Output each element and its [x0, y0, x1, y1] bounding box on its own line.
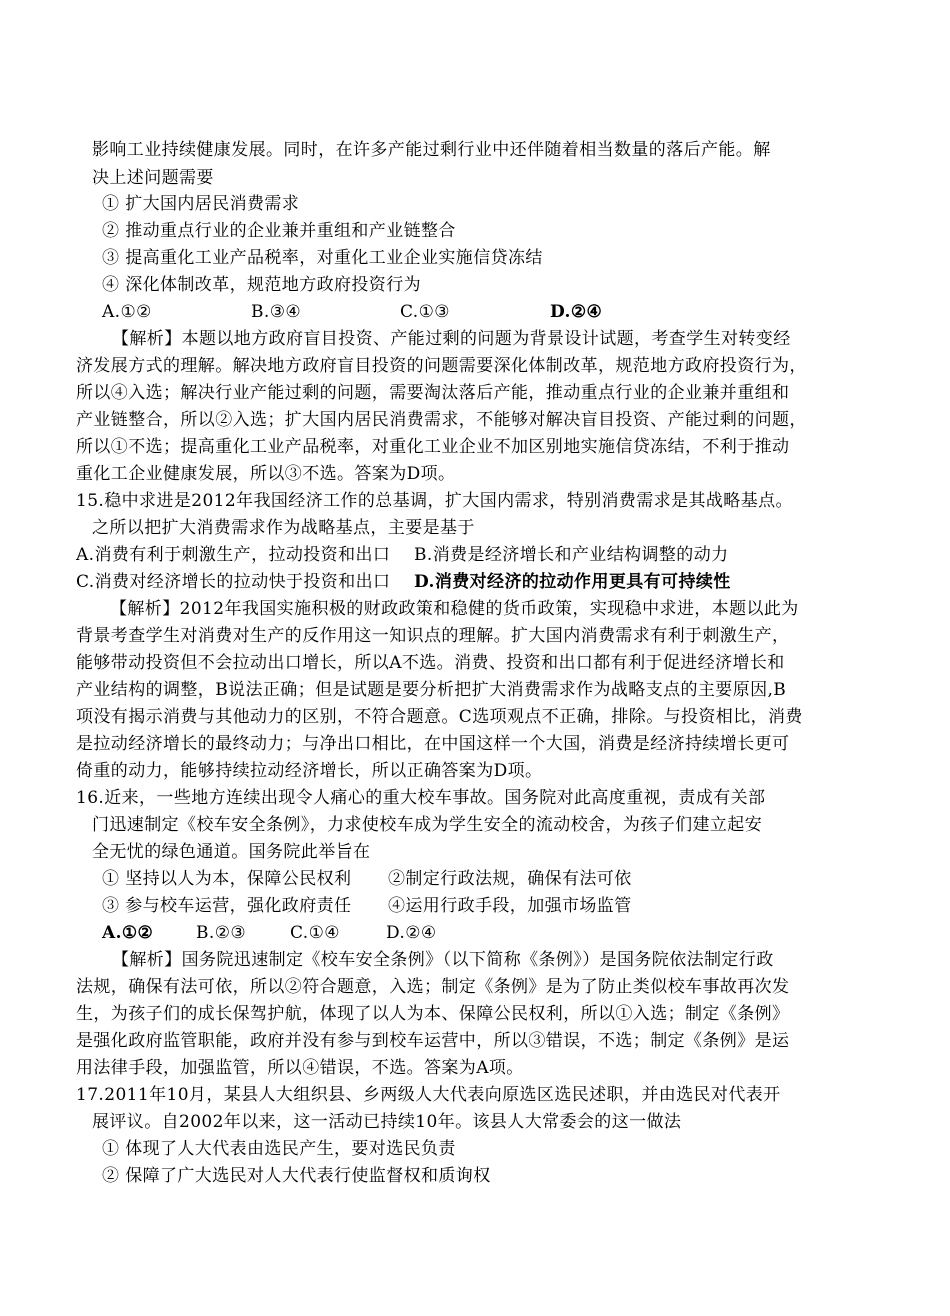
- q16-item: ① 坚持以人为本，保障公民权利: [102, 869, 352, 889]
- q14-analysis-line: 所以④入选；解决行业产能过剩的问题，需要淘汰落后产能，推动重点行业的企业兼并重组和: [76, 383, 790, 403]
- analysis-label: 【解析】: [110, 599, 180, 619]
- q16-analysis-line: 用法律手段，加强监管，所以④错误，不选。答案为A项。: [76, 1058, 524, 1078]
- q14-analysis-line: 产业链整合，所以②入选；扩大国内居民消费需求，不能够对解决盲目投资、产能过剩的问题，: [76, 410, 807, 430]
- q14-item: ① 扩大国内居民消费需求: [102, 194, 300, 214]
- q15-analysis-line: 项没有揭示消费与其他动力的区别，不符合题意。C选项观点不正确，排除。与投资相比，消费: [76, 707, 803, 727]
- q15-option-c: C.消费对经济增长的拉动快于投资和出口: [76, 572, 391, 592]
- q14-analysis-line: 重化工企业健康发展，所以③不选。答案为D项。: [76, 464, 456, 484]
- q17-item: ② 保障了广大选民对人大代表行使监督权和质询权: [102, 1166, 491, 1186]
- q15-analysis-line: 能够带动投资但不会拉动出口增长，所以A不选。消费、投资和出口都有利于促进经济增长和: [76, 653, 785, 673]
- q16-stem-line: 16.近来，一些地方连续出现令人痛心的重大校车事故。国务院对此高度重视，责成有关部: [76, 788, 766, 808]
- q14-stem-line: 决上述问题需要: [92, 168, 214, 188]
- q15-analysis-line: 是拉动经济增长的最终动力；与净出口相比，在中国这样一个大国，消费是经济持续增长更可: [76, 734, 790, 754]
- q17-stem-line: 展评议。自2002年以来，这一活动已持续10年。该县人大常委会的这一做法: [92, 1112, 682, 1132]
- q16-analysis-line: 【解析】国务院迅速制定《校车安全条例》（以下简称《条例》）是国务院依法制定行政: [112, 950, 774, 970]
- q16-analysis-line: 是强化政府监管职能，政府并没有参与到校车运营中，所以③错误，不选；制定《条例》是运: [76, 1031, 790, 1051]
- q14-item: ④ 深化体制改革，规范地方政府投资行为: [102, 275, 422, 295]
- q14-analysis-line: 【解析】本题以地方政府盲目投资、产能过剩的问题为背景设计试题，考查学生对转变经: [112, 329, 791, 349]
- q15-stem-line: 之所以把扩大消费需求作为战略基点，主要是基于: [92, 518, 475, 538]
- q14-item: ② 推动重点行业的企业兼并重组和产业链整合: [102, 221, 456, 241]
- q16-analysis-line: 法规，确保有法可依，所以②符合题意，入选；制定《条例》是为了防止类似校车事故再次发: [76, 977, 790, 997]
- analysis-label: 【解析】: [112, 329, 182, 349]
- q16-option-a: A.①②: [102, 923, 154, 943]
- q17-stem-line: 17.2011年10月，某县人大组织县、乡两级人大代表向原选区选民述职，并由选民对代表开: [76, 1085, 781, 1105]
- q16-option-d: D.②④: [386, 923, 437, 943]
- q15-option-b: B.消费是经济增长和产业结构调整的动力: [414, 545, 729, 565]
- q15-option-a: A.消费有利于刺激生产，拉动投资和出口: [76, 545, 391, 565]
- q14-option-d: D.②④: [550, 302, 603, 322]
- q14-option-c: C.①③: [400, 302, 450, 322]
- q17-item: ① 体现了人大代表由选民产生，要对选民负责: [102, 1139, 456, 1159]
- q15-analysis-line: 背景考查学生对消费对生产的反作用这一知识点的理解。扩大国内消费需求有利于刺激生产，: [76, 626, 790, 646]
- q14-stem-line: 影响工业持续健康发展。同时，在许多产能过剩行业中还伴随着相当数量的落后产能。解: [92, 140, 771, 160]
- q16-item: ③ 参与校车运营，强化政府责任: [102, 896, 352, 916]
- q16-analysis-line: 生，为孩子们的成长保驾护航，体现了以人为本、保障公民权利，所以①入选；制定《条例》: [76, 1004, 790, 1024]
- q14-option-a: A.①②: [102, 302, 152, 322]
- q14-analysis-line: 所以①不选；提高重化工业产品税率，对重化工业企业不加区别地实施信贷冻结，不利于推动: [76, 437, 790, 457]
- q15-analysis-line: 倚重的动力，能够持续拉动经济增长，所以正确答案为D项。: [76, 761, 543, 781]
- q15-analysis-line: 【解析】2012年我国实施积极的财政政策和稳健的货币政策，实现稳中求进，本题以此为: [110, 599, 799, 619]
- q15-analysis-line: 产业结构的调整，B说法正确；但是试题是要分析把扩大消费需求作为战略支点的主要原因,B: [76, 680, 787, 700]
- q16-stem-line: 门迅速制定《校车安全条例》，力求使校车成为学生安全的流动校舍，为孩子们建立起安: [92, 815, 763, 835]
- q16-option-b: B.②③: [196, 923, 246, 943]
- q16-item: ②制定行政法规，确保有法可依: [388, 869, 632, 889]
- q16-option-c: C.①④: [290, 923, 340, 943]
- q14-analysis-line: 济发展方式的理解。解决地方政府盲目投资的问题需要深化体制改革，规范地方政府投资行为，: [76, 356, 807, 376]
- q16-stem-line: 全无忧的绿色通道。国务院此举旨在: [92, 842, 371, 862]
- q15-stem-line: 15.稳中求进是2012年我国经济工作的总基调，扩大国内需求，特别消费需求是其战略基点。: [76, 491, 793, 511]
- q14-item: ③ 提高重化工业产品税率，对重化工业企业实施信贷冻结: [102, 248, 543, 268]
- q14-option-b: B.③④: [251, 302, 301, 322]
- q15-option-d: D.消费对经济的拉动作用更具有可持续性: [414, 572, 731, 592]
- analysis-label: 【解析】: [112, 950, 182, 970]
- q16-item: ④运用行政手段，加强市场监管: [388, 896, 632, 916]
